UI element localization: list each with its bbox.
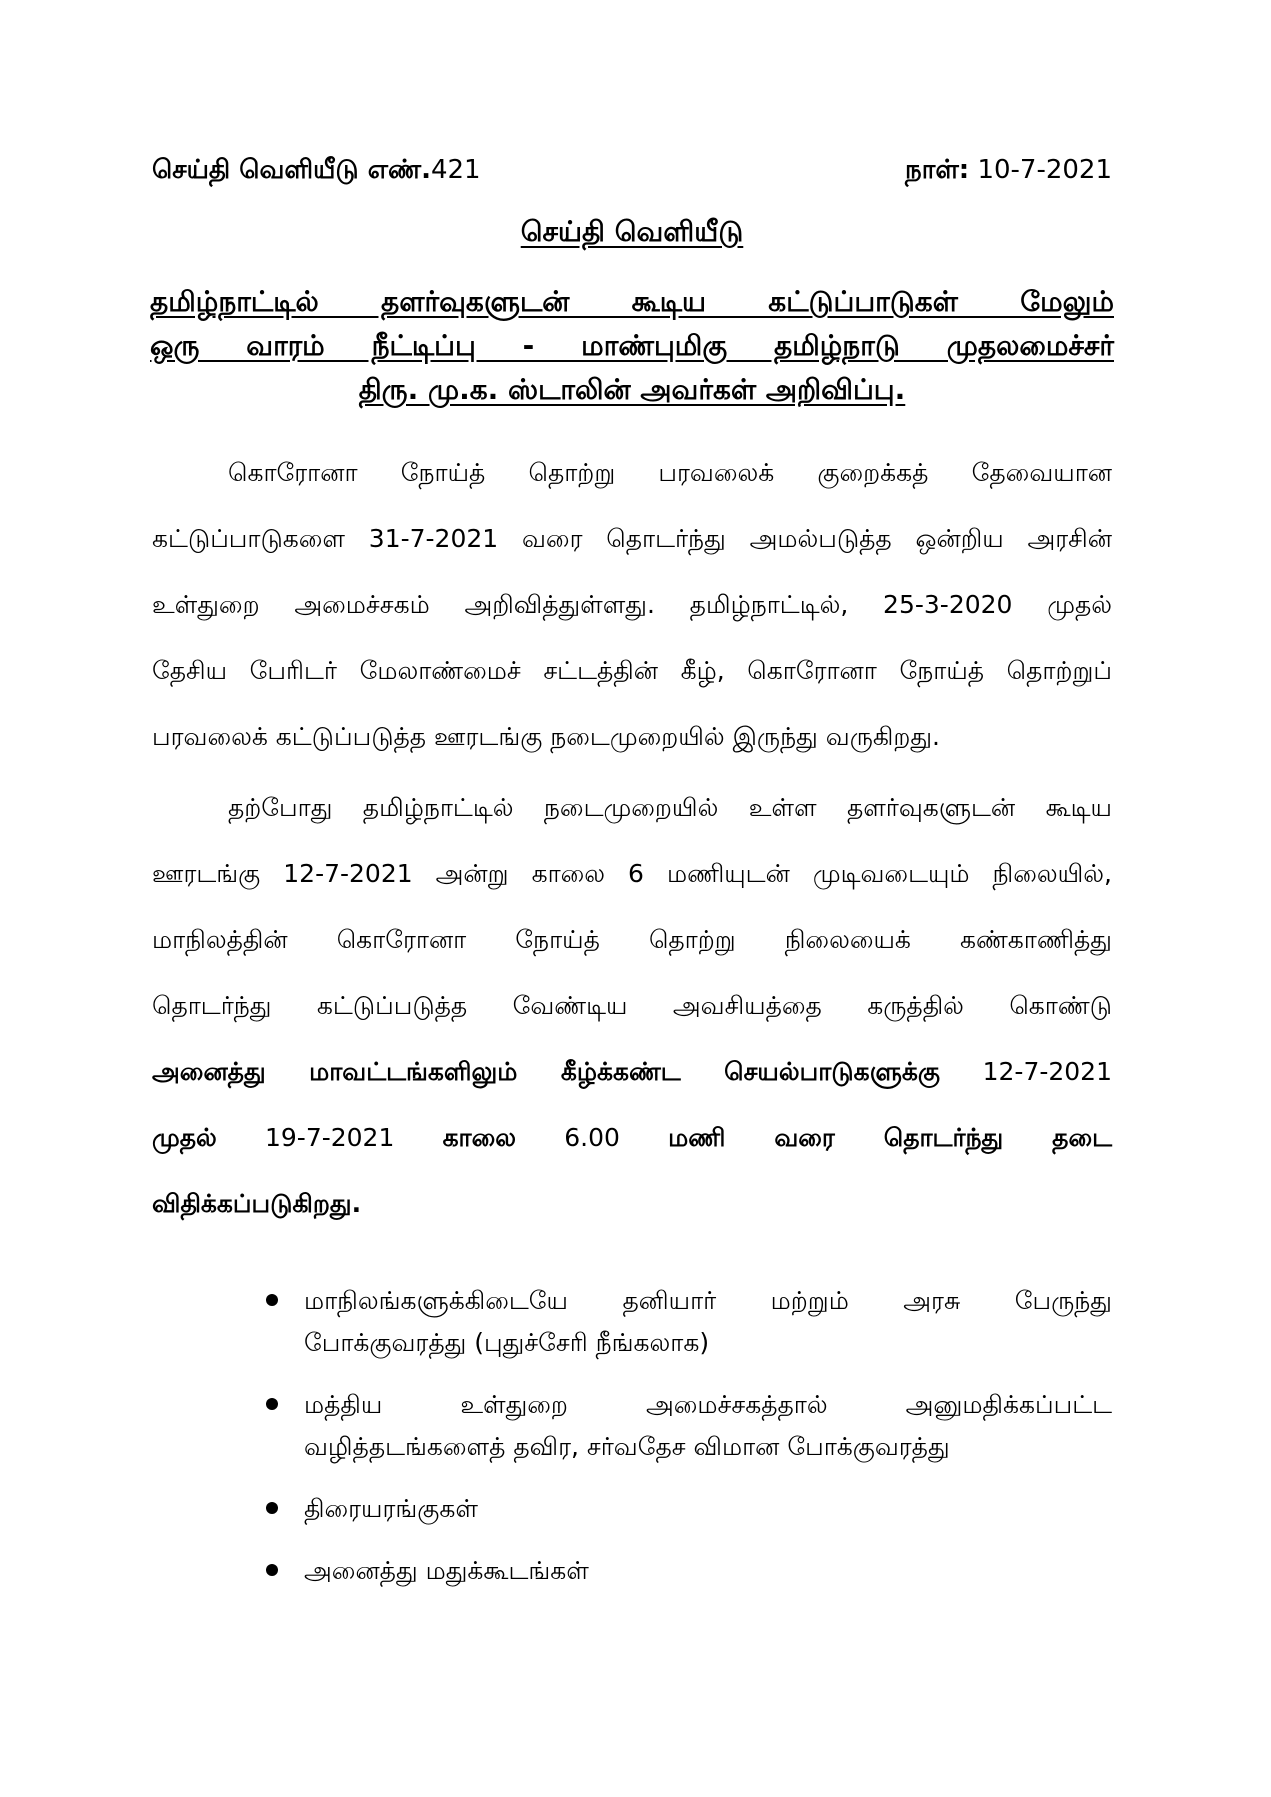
paragraph-2-line: தொடர்ந்து கட்டுப்படுத்த வேண்டிய அவசியத்தை கருத்தில் கொண்டு — [152, 991, 1112, 1020]
bold-text: காலை — [442, 1123, 517, 1152]
bold-text: மணி வரை தொடர்ந்து தடை — [668, 1123, 1113, 1152]
date-text: 19-7-2021 — [264, 1123, 395, 1152]
list-item-line: அனைத்து மதுக்கூடங்கள் — [304, 1556, 589, 1585]
release-date: 10-7-2021 — [977, 155, 1112, 185]
paragraph-2-bold-line-b — [152, 1105, 1112, 1171]
bullet-icon — [266, 1294, 278, 1306]
paragraph-2-line: மாநிலத்தின் கொரோனா நோய்த் தொற்று நிலையைக் கண்காணித்து — [152, 925, 1112, 954]
restrictions-list — [262, 1280, 1112, 1612]
bullet-icon — [266, 1502, 278, 1514]
paragraph-1-line: பரவலைக் கட்டுப்படுத்த ஊரடங்கு நடைமுறையில் இருந்து வருகிறது. — [152, 722, 940, 751]
document-title: செய்தி வெளியீடு — [520, 215, 744, 248]
headline-line-1: தமிழ்நாட்டில் தளர்வுகளுடன் கூடிய கட்டுப்பாடுகள் மேலும் — [150, 285, 1114, 318]
paragraph-1-line: கொரோனா நோய்த் தொற்று பரவலைக் குறைக்கத் தேவையான — [228, 458, 1112, 487]
list-item-line: வழித்தடங்களைத் தவிர, சர்வதேச விமான போக்குவரத்து — [304, 1432, 950, 1461]
date-text: 12-7-2021 — [982, 1057, 1112, 1086]
paragraph-2-bold-line-c — [152, 1171, 1112, 1237]
bold-text: முதல் — [152, 1123, 217, 1152]
release-date-label: நாள்: — [905, 155, 970, 185]
list-item-line: திரையரங்குகள் — [304, 1494, 478, 1523]
time-text: 6.00 — [564, 1123, 620, 1152]
paragraph-2-line: தற்போது தமிழ்நாட்டில் நடைமுறையில் உள்ள தளர்வுகளுடன் கூடிய — [228, 793, 1112, 822]
list-item-line: மாநிலங்களுக்கிடையே தனியார் மற்றும் அரசு பேருந்து — [304, 1286, 1112, 1315]
paragraph-2 — [152, 775, 1112, 1237]
list-item-line: போக்குவரத்து (புதுச்சேரி நீங்கலாக) — [304, 1328, 710, 1357]
headline — [150, 280, 1114, 412]
bullet-icon — [266, 1398, 278, 1410]
headline-line-2: ஒரு வாரம் நீட்டிப்பு - மாண்புமிகு தமிழ்நாடு முதலமைச்சர் — [150, 329, 1114, 362]
release-header — [152, 150, 1112, 190]
bold-text: விதிக்கப்படுகிறது. — [152, 1189, 362, 1218]
headline-line-3: திரு. மு.க. ஸ்டாலின் அவர்கள் அறிவிப்பு. — [358, 373, 906, 406]
release-date-block — [905, 150, 1112, 190]
bold-text: அனைத்து மாவட்டங்களிலும் கீழ்க்கண்ட செயல்பாடுகளுக்கு — [152, 1057, 940, 1086]
release-number-block — [152, 150, 481, 190]
list-item — [262, 1488, 1112, 1530]
paragraph-2-line: ஊரடங்கு 12-7-2021 அன்று காலை 6 மணியுடன் முடிவடையும் நிலையில், — [152, 859, 1112, 888]
bullet-icon — [266, 1564, 278, 1576]
paragraph-1 — [152, 440, 1112, 770]
list-item — [262, 1384, 1112, 1468]
paragraph-1-line: உள்துறை அமைச்சகம் அறிவித்துள்ளது. தமிழ்நாட்டில், 25-3-2020 முதல் — [152, 590, 1112, 619]
release-number-label: செய்தி வெளியீடு எண். — [152, 155, 431, 185]
paragraph-1-line: கட்டுப்பாடுகளை 31-7-2021 வரை தொடர்ந்து அமல்படுத்த ஒன்றிய அரசின் — [152, 524, 1112, 553]
list-item-line: மத்திய உள்துறை அமைச்சகத்தால் அனுமதிக்கப்பட்ட — [304, 1390, 1112, 1419]
list-item — [262, 1280, 1112, 1364]
release-number: 421 — [430, 155, 481, 185]
paragraph-2-bold-line-a — [152, 1039, 1112, 1105]
list-item — [262, 1550, 1112, 1592]
paragraph-1-line: தேசிய பேரிடர் மேலாண்மைச் சட்டத்தின் கீழ், கொரோனா நோய்த் தொற்றுப் — [152, 656, 1112, 685]
